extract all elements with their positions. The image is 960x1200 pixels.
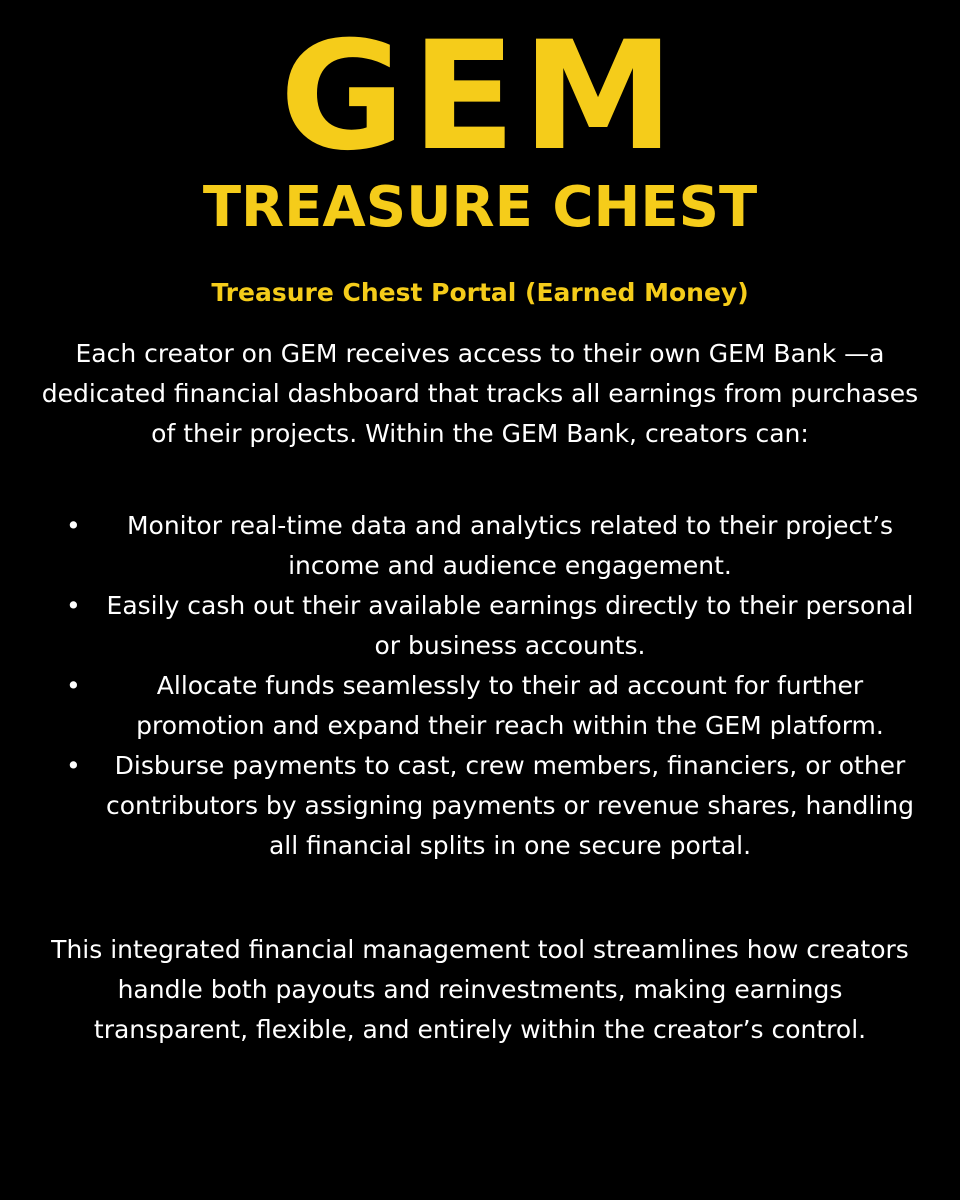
list-item: [60, 666, 930, 746]
bullet-icon: •: [66, 591, 81, 620]
list-item: [60, 506, 930, 586]
list-item-text: Monitor real-time data and analytics related to their project’s income and audience engagement.: [126, 511, 894, 580]
intro-paragraph: Each creator on GEM receives access to their own GEM Bank —a dedicated financial dashboard that tracks all earnings from purchases of their projects. Within the GEM Bank, creators can:: [41, 339, 919, 448]
bullet-icon: •: [66, 751, 81, 780]
bullet-icon: •: [66, 671, 81, 700]
list-item-text: Allocate funds seamlessly to their ad account for further promotion and expand their reach within the GEM platform.: [136, 671, 884, 740]
feature-list: [60, 506, 930, 866]
section-heading: Treasure Chest Portal (Earned Money): [211, 278, 749, 307]
list-item-text: Easily cash out their available earnings directly to their personal or business accounts.: [106, 591, 914, 660]
gem-logo: [0, 10, 960, 240]
list-item: [60, 746, 930, 866]
logo-title: GEM: [279, 10, 681, 184]
closing-paragraph: This integrated financial management tool streamlines how creators handle both payouts and reinvestments, making earnings transparent, flexible, and entirely within the creator’s control.: [51, 935, 909, 1044]
list-item-text: Disburse payments to cast, crew members, financiers, or other contributors by assigning payments or revenue shares, handling all financial splits in one secure portal.: [105, 751, 915, 860]
logo-subtitle: TREASURE CHEST: [202, 175, 758, 240]
bullet-icon: •: [66, 511, 81, 540]
list-item: [60, 586, 930, 666]
